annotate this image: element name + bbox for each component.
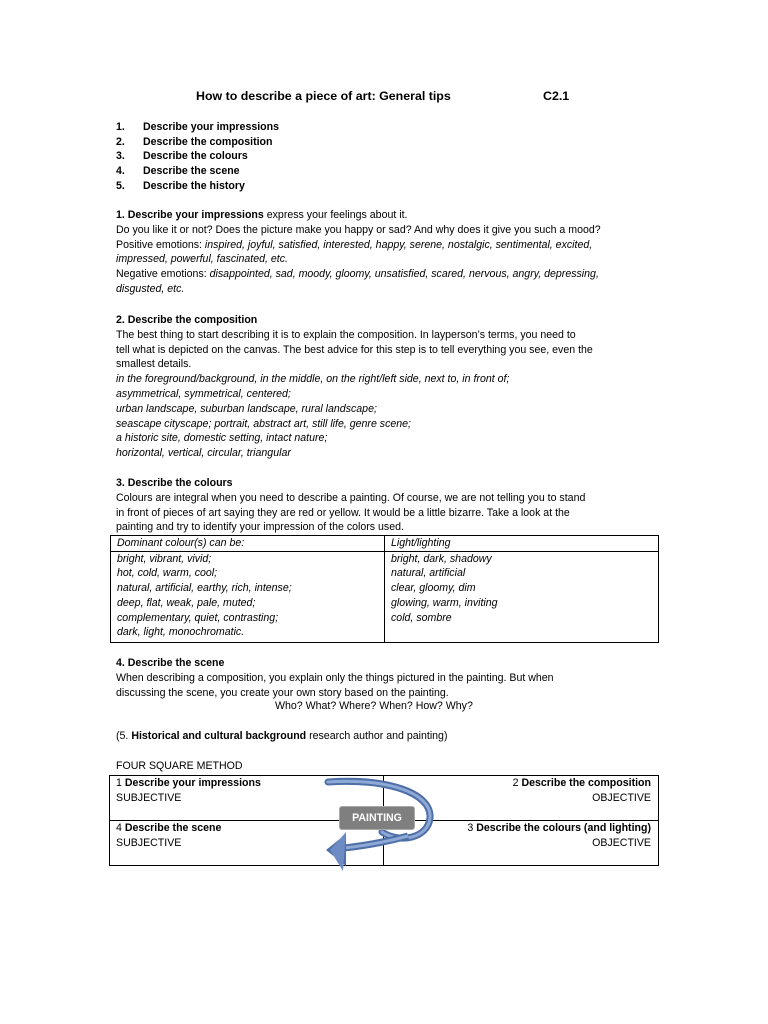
- composition-item: horizontal, vertical, circular, triangular: [116, 447, 291, 460]
- toc-item: 2. Describe the composition: [116, 135, 273, 148]
- colour-table: [110, 535, 659, 643]
- page-title: How to describe a piece of art: General tips: [196, 89, 451, 103]
- toc-item: 5. Describe the history: [116, 179, 245, 192]
- composition-item: in the foreground/background, in the middle, on the right/left side, next to, in front of;: [116, 373, 510, 386]
- section-heading: 2. Describe the composition: [116, 314, 258, 326]
- quadrant-impressions: 1 Describe your impressions SUBJECTIVE: [116, 777, 261, 804]
- section-heading: 1. Describe your impressions: [116, 209, 264, 221]
- document-code: C2.1: [543, 89, 570, 103]
- section-impressions: 1. Describe your impressions express your feelings about it. Do you like it or not? Does the picture make you happy or sad? And why does it give you such a mood? Positive emotions: inspired, joyful, satisfied, interested, happy, serene, nostalgic, sentimental, excited, impressed, powerful, fascinated, etc. Negative emotions: disappointed, sad, moody, gloomy, unsatisfied, scared, nervous, angry, depressing, disgusted, etc.: [116, 209, 601, 295]
- toc-item: 1. Describe your impressions: [116, 121, 280, 133]
- section-scene: 4. Describe the scene When describing a composition, you explain only the things pictured in the painting. But when discussing the scene, you create your own story based on the painting.: [116, 656, 664, 700]
- table-header-cell: Dominant colour(s) can be:: [111, 536, 385, 552]
- composition-item: urban landscape, suburban landscape, rural landscape;: [116, 402, 377, 415]
- quadrant-composition: 2 Describe the composition OBJECTIVE: [512, 777, 651, 804]
- composition-item: seascape cityscape; portrait, abstract art, still life, genre scene;: [116, 417, 411, 430]
- four-square-title: FOUR SQUARE METHOD: [116, 760, 243, 772]
- composition-item: a historic site, domestic setting, intact nature;: [116, 432, 328, 445]
- toc-item: 4. Describe the scene: [116, 165, 240, 178]
- section-composition: 2. Describe the composition The best thing to start describing it is to explain the composition. In layperson’s terms, you need to tell what is depicted on the canvas. The best advice for this step is to tell everything you see, even the smallest details. in the foreground/background, in the middle, on the right/left side, next to, in front of; asymmetrical, symmetrical, centered; urban landscape, suburban landscape, rural landscape; seascape cityscape; portrait, abstract art, still life, genre scene; a historic site, domestic setting, intact nature; horizontal, vertical, circular, triangular: [116, 313, 664, 461]
- scene-questions: Who? What? Where? When? How? Why?: [275, 700, 473, 712]
- quadrant-colours: 3 Describe the colours (and lighting) OBJECTIVE: [467, 822, 651, 849]
- table-cell: bright, dark, shadowy natural, artificial clear, gloomy, dim glowing, warm, inviting cold, sombre: [385, 551, 659, 642]
- section-heading: 4. Describe the scene: [116, 657, 225, 669]
- composition-item: asymmetrical, symmetrical, centered;: [116, 387, 291, 400]
- table-cell: bright, vibrant, vivid; hot, cold, warm, cool; natural, artificial, earthy, rich, intense; deep, flat, weak, pale, muted; complementary, quiet, contrasting; dark, light, monochromatic.: [111, 551, 385, 642]
- quadrant-scene: 4 Describe the scene SUBJECTIVE: [116, 822, 222, 849]
- table-header-cell: Light/lighting: [385, 536, 659, 552]
- section-heading: 3. Describe the colours: [116, 477, 233, 489]
- toc-item: 3. Describe the colours: [116, 150, 248, 163]
- painting-label: PAINTING: [339, 806, 415, 830]
- section-colours: 3. Describe the colours Colours are integral when you need to describe a painting. Of course, we are not telling you to stand in front of pieces of art saying they are red or yellow. It would be a little bizarre. Take a look at the painting and try to identify your impression of the colors used.: [116, 476, 664, 535]
- toc-list: [116, 120, 279, 194]
- section-history: (5. Historical and cultural background research author and painting): [116, 730, 448, 742]
